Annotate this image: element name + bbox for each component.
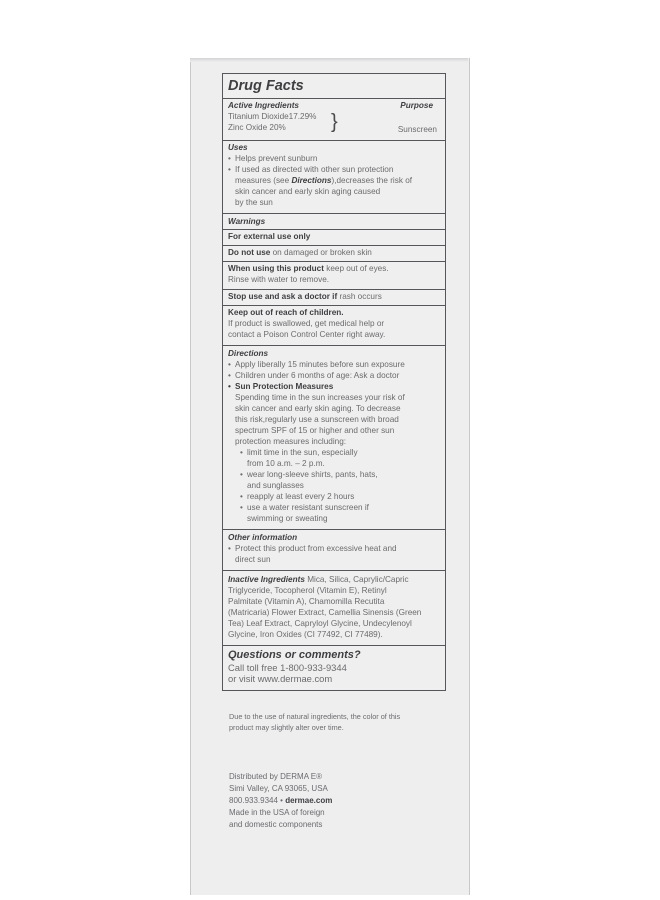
- other-item-cont: direct sun: [235, 555, 271, 564]
- other-item: • Protect this product from excessive heat and: [235, 544, 397, 555]
- protection-item-2: • wear long-sleeve shirts, pants, hats,: [247, 470, 378, 481]
- drug-facts-title: Drug Facts: [228, 78, 304, 94]
- questions-web: or visit www.dermae.com: [228, 673, 333, 684]
- divider: [223, 645, 445, 646]
- distributor-line-2: Simi Valley, CA 93065, USA: [229, 784, 328, 793]
- directions-para: spectrum SPF of 15 or higher and other sun: [235, 426, 395, 435]
- protection-item-1: • limit time in the sun, especially: [247, 448, 358, 459]
- divider: [223, 213, 445, 214]
- do-not-use: Do not use on damaged or broken skin: [228, 248, 372, 257]
- other-heading: Other information: [228, 533, 298, 542]
- active-heading: Active Ingredients: [228, 101, 299, 110]
- directions-para: skin cancer and early skin aging. To decrease: [235, 404, 401, 413]
- distributor-line-1: Distributed by DERMA E®: [229, 772, 323, 781]
- divider: [223, 245, 445, 246]
- directions-item-3: • Sun Protection Measures: [235, 382, 333, 393]
- divider: [223, 261, 445, 262]
- purpose-value: Sunscreen: [397, 125, 437, 134]
- protection-item-1-cont: from 10 a.m. – 2 p.m.: [247, 459, 325, 468]
- inactive-first-line: Inactive Ingredients Mica, Silica, Caprylic/Capric: [228, 575, 409, 584]
- directions-heading: Directions: [228, 349, 269, 358]
- warnings-heading: Warnings: [228, 217, 266, 226]
- divider: [223, 529, 445, 530]
- directions-para: this risk,regularly use a sunscreen with broad: [235, 415, 399, 424]
- uses-item-1: • Helps prevent sunburn: [235, 154, 317, 165]
- inactive-line: (Matricaria) Flower Extract, Camellia Sinensis (Green: [228, 608, 422, 617]
- protection-item-3: • reapply at least every 2 hours: [247, 492, 354, 503]
- stop-use: Stop use and ask a doctor if rash occurs: [228, 292, 382, 301]
- notice-line-2: product may slightly alter over time.: [229, 723, 344, 732]
- directions-item-2: • Children under 6 months of age: Ask a doctor: [235, 371, 399, 382]
- divider: [223, 305, 445, 306]
- purpose-heading: Purpose: [400, 101, 433, 110]
- uses-heading: Uses: [228, 143, 248, 152]
- divider: [223, 98, 445, 99]
- active-ingredient-2: Zinc Oxide 20%: [228, 123, 286, 132]
- inactive-line: Tea) Leaf Extract, Capryloyl Glycine, Undecylenoyl: [228, 619, 412, 628]
- active-ingredient-1: Titanium Dioxide17.29%: [228, 112, 317, 121]
- distributor-line-5: and domestic components: [229, 820, 323, 829]
- questions-phone: Call toll free 1-800-933-9344: [228, 662, 347, 673]
- inactive-line: Triglyceride, Tocopherol (Vitamin E), Retinyl: [228, 586, 387, 595]
- divider: [223, 570, 445, 571]
- keep-text-1: If product is swallowed, get medical help or: [228, 319, 385, 328]
- brace-icon: }: [331, 111, 338, 133]
- distributor-line-4: Made in the USA of foreign: [229, 808, 325, 817]
- inactive-line: Palmitate (Vitamin A), Chamomilla Recutita: [228, 597, 385, 606]
- uses-item-2-cont: by the sun: [235, 198, 273, 207]
- directions-para: protection measures including:: [235, 437, 347, 446]
- keep-text-2: contact a Poison Control Center right away.: [228, 330, 386, 339]
- panel-shadow: [190, 58, 468, 62]
- external-use: For external use only: [228, 232, 311, 241]
- protection-item-4-cont: swimming or sweating: [247, 514, 328, 523]
- uses-item-2-cont: measures (see Directions),decreases the risk of: [235, 176, 413, 185]
- divider: [223, 345, 445, 346]
- when-using-cont: Rinse with water to remove.: [228, 275, 330, 284]
- divider: [223, 289, 445, 290]
- when-using: When using this product keep out of eyes.: [228, 264, 389, 273]
- divider: [223, 229, 445, 230]
- uses-item-2: • If used as directed with other sun protection: [235, 165, 393, 176]
- protection-item-2-cont: and sunglasses: [247, 481, 304, 490]
- uses-item-2-cont: skin cancer and early skin aging caused: [235, 187, 381, 196]
- directions-para: Spending time in the sun increases your risk of: [235, 393, 405, 402]
- distributor-line-3: 800.933.9344 • dermae.com: [229, 796, 333, 805]
- drug-facts-box: [222, 73, 446, 691]
- notice-line-1: Due to the use of natural ingredients, the color of this: [229, 712, 401, 721]
- questions-heading: Questions or comments?: [228, 649, 361, 661]
- protection-item-4: • use a water resistant sunscreen if: [247, 503, 369, 514]
- keep-out-reach: Keep out of reach of children.: [228, 308, 344, 317]
- directions-item-1: • Apply liberally 15 minutes before sun exposure: [235, 360, 405, 371]
- divider: [223, 140, 445, 141]
- inactive-line: Glycine, Iron Oxides (CI 77492, CI 77489).: [228, 630, 383, 639]
- brand-web: dermae.com: [285, 796, 333, 805]
